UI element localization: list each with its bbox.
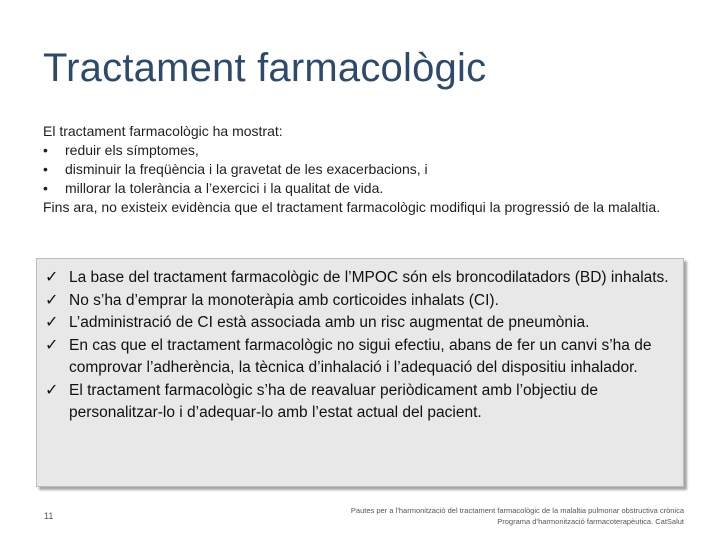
key-point-text: La base del tractament farmacològic de l’MPOC són els broncodilatadors (BD) inhalats. (69, 269, 669, 286)
key-point-item (45, 267, 675, 290)
key-point-text: El tractament farmacològic s’ha de reavaluar periòdicament amb l’objectiu de personalitzar-lo i d’adequar-lo amb l’estat actual del pacient. (69, 381, 598, 421)
checkmark-icon: ✓ (45, 269, 59, 286)
footer-source (264, 505, 684, 527)
intro-bullet-text: disminuir la freqüència i la gravetat de les exacerbacions, i (65, 161, 428, 177)
intro-bullet (43, 141, 683, 160)
key-point-item (45, 312, 675, 335)
key-points-list (45, 267, 675, 425)
bullet-icon: • (43, 161, 48, 177)
key-point-item (45, 290, 675, 313)
intro-bullet (43, 160, 683, 179)
checkmark-icon: ✓ (45, 314, 59, 331)
key-point-text: No s’ha d’emprar la monoteràpia amb corticoides inhalats (CI). (69, 291, 499, 309)
intro-bullet-text: reduir els símptomes, (65, 142, 199, 158)
intro-closing: Fins ara, no existeix evidència que el tractament farmacològic modifiqui la progressió de la malaltia. (43, 199, 661, 215)
intro-bullet-text: millorar la tolerància a l’exercici i la qualitat de vida. (65, 180, 384, 196)
bullet-icon: • (43, 142, 48, 158)
footer-source-line: Programa d’harmonització farmacoterapèutica. CatSalut (497, 517, 684, 526)
slide-title: Tractament farmacològic (43, 46, 487, 90)
intro-text-block (43, 122, 683, 217)
footer-source-line: Pautes per a l’harmonització del tractament farmacològic de la malaltia pulmonar obstructiva crònica (350, 506, 684, 515)
checkmark-icon: ✓ (45, 381, 59, 399)
intro-bullet (43, 179, 683, 198)
key-point-item (45, 335, 675, 380)
checkmark-icon: ✓ (45, 336, 59, 354)
page-number: 11 (44, 511, 54, 521)
key-point-text: En cas que el tractament farmacològic no sigui efectiu, abans de fer un canvi s’ha de comprovar l’adherència, la tècnica d’inhalació i l’adequació del dispositiu inhalador. (69, 336, 652, 376)
key-point-item (45, 380, 675, 425)
checkmark-icon: ✓ (45, 291, 59, 309)
bullet-icon: • (43, 180, 48, 196)
intro-lead: El tractament farmacològic ha mostrat: (43, 123, 283, 139)
key-points-box (36, 258, 684, 487)
key-point-text: L’administració de CI està associada amb un risc augmentat de pneumònia. (69, 314, 590, 331)
